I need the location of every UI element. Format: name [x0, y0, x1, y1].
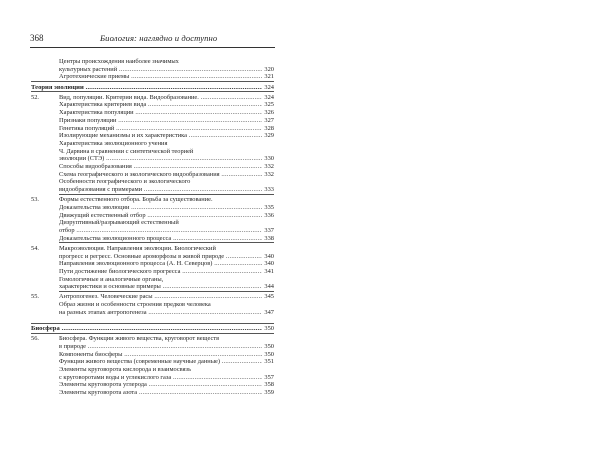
toc-entry — [31, 132, 274, 140]
toc-entry-title: с круговоротами воды и углекислого газа ..... — [59, 374, 262, 382]
toc-entry — [31, 196, 274, 204]
toc-page-number: 357 — [264, 373, 274, 381]
toc-entry — [31, 186, 274, 194]
toc-entry — [31, 178, 274, 186]
toc-entry — [31, 260, 274, 268]
toc-entry-title: Способы видообразования ..... — [59, 163, 262, 171]
toc-entry-title: Формы естественного отбора. Борьба за существование. — [59, 196, 213, 204]
toc-divider — [31, 81, 274, 82]
toc-page-number: 330 — [264, 155, 274, 163]
toc-entry — [31, 140, 274, 148]
toc-page-number: 350 — [264, 325, 274, 332]
toc-entry-title: Ч. Дарвина в сравнении с синтетической теорией — [59, 147, 194, 155]
toc-entry-number: 56. — [31, 335, 39, 343]
toc-entry — [31, 219, 274, 227]
toc-page-number: 340 — [264, 260, 274, 268]
toc-page-number: 350 — [264, 350, 274, 358]
toc-page-number: 350 — [264, 342, 274, 350]
toc-page-number: 335 — [264, 203, 274, 211]
toc-entry — [31, 335, 274, 343]
toc-entry-title: Функции живого вещества (современные научные данные) ..... — [59, 358, 262, 366]
toc-entry — [31, 235, 274, 243]
toc-entry — [31, 148, 274, 156]
toc-entry — [31, 283, 274, 291]
toc-page-number: 337 — [264, 226, 274, 234]
toc-entry-title: Элементы круговорота кислорода и взаимосвязь — [59, 365, 191, 373]
toc-entry — [31, 276, 274, 284]
toc-entry — [31, 301, 274, 309]
toc-page-number: 324 — [264, 93, 274, 101]
toc-entry — [31, 204, 274, 212]
toc-entry — [31, 293, 274, 301]
toc-entry — [31, 212, 274, 220]
toc-entry — [31, 366, 274, 374]
toc-entry-title: Теория эволюции ..... — [31, 84, 262, 92]
toc-divider — [31, 333, 274, 334]
toc-page-number: 333 — [264, 186, 274, 193]
toc-page-number: 336 — [264, 211, 274, 219]
toc-entry-title: Пути достижение биологического прогресса ..... — [59, 268, 262, 276]
toc-page-number: 341 — [264, 267, 274, 275]
toc-page-number: 320 — [264, 65, 274, 73]
toc-page-number: 338 — [264, 234, 274, 242]
toc-entry — [31, 381, 274, 389]
toc-entry-title: Компоненты биосферы ..... — [59, 351, 262, 359]
toc-section-heading — [31, 84, 274, 92]
toc-entry-title: Движущий естественный отбор ..... — [59, 212, 262, 220]
toc-page-number: 351 — [264, 358, 274, 366]
toc-page-number: 327 — [264, 116, 274, 124]
running-title: Биология: наглядно и доступно — [100, 33, 218, 43]
toc-entry — [31, 163, 274, 171]
toc-entry-title: культурных растений ..... — [59, 66, 262, 74]
toc-divider — [31, 323, 274, 324]
toc-entry — [31, 343, 274, 351]
toc-entry-title: Образ жизни и особенности строения предков человека — [59, 301, 211, 309]
toc-entry — [31, 171, 274, 179]
toc-entry — [31, 125, 274, 133]
toc-entry-title: Центры происхождения наиболее значимых — [59, 58, 179, 65]
toc-entry-title: Гомологичные и аналогичные органы, — [59, 275, 164, 283]
toc-page-number: 332 — [264, 162, 274, 170]
toc-entry — [31, 358, 274, 366]
toc-entry-title: Антропогенез. Человеческие расы ..... — [59, 293, 262, 301]
toc-entry-title: Характеристика эволюционного учения — [59, 139, 168, 147]
toc-divider — [59, 242, 274, 243]
toc-entry-title: Характеристика популяции ..... — [59, 109, 262, 117]
toc-entry — [31, 309, 274, 317]
toc-entry — [31, 58, 274, 66]
toc-entry-title: Биосфера ..... — [31, 325, 262, 333]
toc-page-number: 325 — [264, 101, 274, 109]
toc-entry — [31, 351, 274, 359]
toc-entry-title: Доказательства эволюции ..... — [59, 204, 262, 212]
toc-entry-title: прогресс и регресс. Основные ароморфозы в живой природе ..... — [59, 253, 262, 261]
toc-entry-number: 54. — [31, 244, 39, 252]
toc-page-number: 345 — [264, 293, 274, 301]
toc-entry — [31, 374, 274, 382]
toc-entry — [31, 101, 274, 109]
toc-entry — [31, 389, 274, 397]
toc-entry-title: в природе ..... — [59, 343, 262, 351]
toc-entry-title: Элементы круговорота углерода ..... — [59, 381, 262, 389]
toc-divider — [31, 91, 274, 92]
toc-entry — [31, 73, 274, 81]
toc-entry-number: 53. — [31, 196, 39, 204]
toc-entry-title: Биосфера. Функции живого вещества, круговорот веществ — [59, 335, 220, 343]
toc-entry — [31, 109, 274, 117]
toc-entry-number: 55. — [31, 293, 39, 301]
toc-page-number: 328 — [264, 124, 274, 132]
toc-page-number: 321 — [264, 73, 274, 81]
toc-entry-title: эволюции (СТЭ) ..... — [59, 155, 262, 163]
toc-page-number: 359 — [264, 389, 274, 396]
toc-section-heading — [31, 325, 274, 333]
toc-entry-title: характеристики и основные примеры ..... — [59, 283, 262, 291]
toc-divider — [59, 194, 274, 195]
toc-page-number: 324 — [264, 83, 274, 91]
toc-entry-title: Макроэволюция. Направления эволюции. Биологический — [59, 244, 216, 252]
toc-page-number: 340 — [264, 252, 274, 260]
toc-divider — [59, 291, 274, 292]
toc-page-number: 332 — [264, 170, 274, 178]
toc-entry-title: Агротехнические приемы ..... — [59, 73, 262, 81]
toc-entry — [31, 94, 274, 102]
toc-entry-title: Направления эволюционного процесса (А. Н. Северцов) ..... — [59, 260, 262, 268]
toc-page-number: 344 — [264, 283, 274, 291]
toc-page-number: 329 — [264, 132, 274, 140]
toc-page-number: 326 — [264, 109, 274, 117]
page-number: 368 — [30, 33, 44, 43]
toc-entry-number: 52. — [31, 93, 39, 101]
toc-page-number: 347 — [264, 308, 274, 316]
toc-entry — [31, 253, 274, 261]
toc-page-number: 358 — [264, 381, 274, 389]
toc-entry — [31, 117, 274, 125]
toc-entry-title: Характеристика критериев вида ..... — [59, 101, 262, 109]
toc-entry-title: на разных этапах антропогенеза ..... — [59, 309, 262, 317]
toc-entry — [31, 66, 274, 74]
toc-entry-title: Признаки популяции ..... — [59, 117, 262, 125]
toc-entry-title: видообразования с примерами ..... — [59, 186, 262, 194]
toc-entry-title: Доказательства эволюционного процесса ..... — [59, 235, 262, 243]
toc-entry-title: Схема географического и экологического видообразования ..... — [59, 171, 262, 179]
toc-entry-title: Дизруптивный/разрывающий естественный — [59, 219, 179, 227]
toc-entry — [31, 155, 274, 163]
toc-entry-title: Изолирующие механизмы и их характеристика ..... — [59, 132, 262, 140]
toc-entry-title: Особенности географического и экологического — [59, 178, 191, 186]
toc-entry — [31, 227, 274, 235]
toc-entry-title: отбор ..... — [59, 227, 262, 235]
toc-entry-title: Генетика популяций ..... — [59, 125, 262, 133]
toc-entry-title: Элементы круговорота азота ..... — [59, 389, 262, 397]
table-of-contents — [31, 58, 274, 397]
toc-entry-title: Вид, популяции. Критерии вида. Видообразование. ..... — [59, 94, 262, 102]
page-header — [30, 33, 275, 48]
toc-entry — [31, 268, 274, 276]
toc-entry — [31, 245, 274, 253]
